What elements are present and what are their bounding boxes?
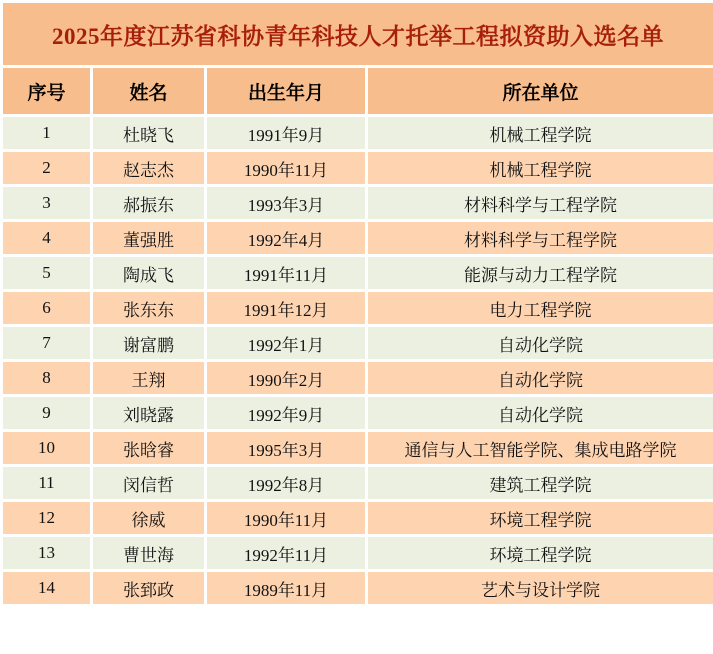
cell-name: 张东东 bbox=[92, 291, 206, 326]
cell-birth: 1992年8月 bbox=[206, 466, 367, 501]
cell-unit: 材料科学与工程学院 bbox=[367, 186, 713, 221]
cell-no: 5 bbox=[2, 256, 92, 291]
cell-no: 3 bbox=[2, 186, 92, 221]
cell-unit: 电力工程学院 bbox=[367, 291, 713, 326]
cell-unit: 环境工程学院 bbox=[367, 536, 713, 571]
cell-name: 谢富鹏 bbox=[92, 326, 206, 361]
table-body bbox=[2, 116, 713, 606]
cell-no: 6 bbox=[2, 291, 92, 326]
cell-birth: 1989年11月 bbox=[206, 571, 367, 606]
table-row bbox=[2, 151, 713, 186]
cell-unit: 机械工程学院 bbox=[367, 151, 713, 186]
cell-no: 12 bbox=[2, 501, 92, 536]
cell-unit: 建筑工程学院 bbox=[367, 466, 713, 501]
cell-no: 8 bbox=[2, 361, 92, 396]
cell-unit: 通信与人工智能学院、集成电路学院 bbox=[367, 431, 713, 466]
cell-no: 1 bbox=[2, 116, 92, 151]
cell-birth: 1991年11月 bbox=[206, 256, 367, 291]
cell-name: 徐威 bbox=[92, 501, 206, 536]
cell-name: 杜晓飞 bbox=[92, 116, 206, 151]
table-row bbox=[2, 256, 713, 291]
table-row bbox=[2, 466, 713, 501]
cell-name: 张郅政 bbox=[92, 571, 206, 606]
cell-birth: 1992年9月 bbox=[206, 396, 367, 431]
cell-name: 董强胜 bbox=[92, 221, 206, 256]
column-header-unit: 所在单位 bbox=[367, 67, 713, 116]
cell-birth: 1990年2月 bbox=[206, 361, 367, 396]
cell-unit: 艺术与设计学院 bbox=[367, 571, 713, 606]
table-row bbox=[2, 571, 713, 606]
cell-birth: 1992年11月 bbox=[206, 536, 367, 571]
cell-no: 13 bbox=[2, 536, 92, 571]
table-row bbox=[2, 501, 713, 536]
table-row bbox=[2, 186, 713, 221]
table-title: 2025年度江苏省科协青年科技人才托举工程拟资助入选名单 bbox=[2, 2, 713, 67]
cell-birth: 1993年3月 bbox=[206, 186, 367, 221]
column-header-name: 姓名 bbox=[92, 67, 206, 116]
cell-name: 郝振东 bbox=[92, 186, 206, 221]
cell-no: 2 bbox=[2, 151, 92, 186]
cell-no: 9 bbox=[2, 396, 92, 431]
cell-name: 陶成飞 bbox=[92, 256, 206, 291]
cell-no: 14 bbox=[2, 571, 92, 606]
cell-unit: 材料科学与工程学院 bbox=[367, 221, 713, 256]
cell-name: 张晗睿 bbox=[92, 431, 206, 466]
table-row bbox=[2, 396, 713, 431]
cell-birth: 1991年12月 bbox=[206, 291, 367, 326]
column-header-no: 序号 bbox=[2, 67, 92, 116]
cell-no: 7 bbox=[2, 326, 92, 361]
cell-name: 闵信哲 bbox=[92, 466, 206, 501]
table-row bbox=[2, 116, 713, 151]
cell-no: 4 bbox=[2, 221, 92, 256]
cell-birth: 1992年4月 bbox=[206, 221, 367, 256]
table-row bbox=[2, 361, 713, 396]
header-row bbox=[2, 67, 713, 116]
cell-name: 曹世海 bbox=[92, 536, 206, 571]
title-row bbox=[2, 2, 713, 67]
cell-birth: 1992年1月 bbox=[206, 326, 367, 361]
cell-birth: 1991年9月 bbox=[206, 116, 367, 151]
cell-unit: 自动化学院 bbox=[367, 361, 713, 396]
cell-unit: 机械工程学院 bbox=[367, 116, 713, 151]
cell-birth: 1995年3月 bbox=[206, 431, 367, 466]
cell-name: 赵志杰 bbox=[92, 151, 206, 186]
table-row bbox=[2, 536, 713, 571]
column-header-birth: 出生年月 bbox=[206, 67, 367, 116]
table-row bbox=[2, 431, 713, 466]
cell-no: 11 bbox=[2, 466, 92, 501]
table-row bbox=[2, 221, 713, 256]
table-row bbox=[2, 326, 713, 361]
cell-unit: 自动化学院 bbox=[367, 396, 713, 431]
cell-no: 10 bbox=[2, 431, 92, 466]
cell-unit: 自动化学院 bbox=[367, 326, 713, 361]
cell-name: 刘晓露 bbox=[92, 396, 206, 431]
table-row bbox=[2, 291, 713, 326]
cell-birth: 1990年11月 bbox=[206, 501, 367, 536]
cell-birth: 1990年11月 bbox=[206, 151, 367, 186]
cell-unit: 环境工程学院 bbox=[367, 501, 713, 536]
cell-unit: 能源与动力工程学院 bbox=[367, 256, 713, 291]
cell-name: 王翔 bbox=[92, 361, 206, 396]
